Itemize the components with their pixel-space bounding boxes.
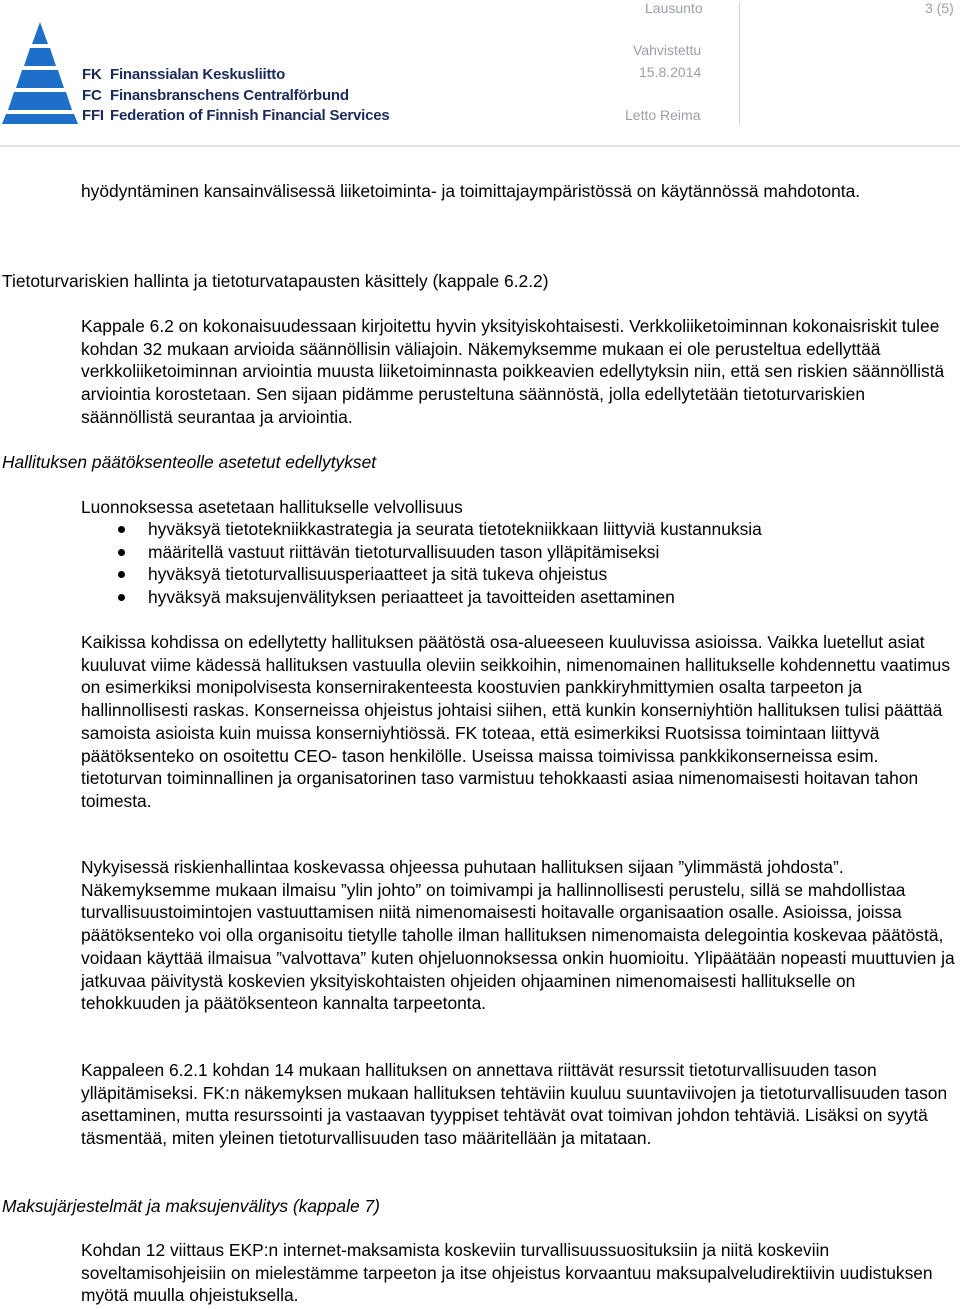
page-header [0, 0, 960, 147]
list-item: määritellä vastuut riittävän tietoturvallisuuden tason ylläpitämiseksi [81, 541, 951, 564]
responsibility-list [81, 518, 951, 609]
logo-name: Federation of Finnish Financial Services [110, 107, 390, 124]
header-rule [0, 145, 960, 147]
paragraph: Luonnoksessa asetetaan hallitukselle velvollisuus [81, 497, 463, 517]
logo-abbr: FFI [82, 107, 104, 124]
header-divider [739, 2, 740, 124]
paragraph: Kappale 6.2 on kokonaisuudessaan kirjoitettu hyvin yksityiskohtaisesti. Verkkoliiketoiminnan kokonaisriskit tulee kohdan 32 mukaan arvioida säännöllisin väliajoin. Näkemyksemme mukaan ei ole perusteltua edellyttää verkkoliiketoiminnan arviointia muusta liiketoiminnasta poikkeavien edellytyksin niin, että sen riskien säännöllistä arviointia korostetaan. Sen sijaan pidämme perusteltuna säännöstä, jolla edellytetään tietoturvariskien säännöllistä seurantaa ja arviointia. [81, 316, 945, 427]
section-heading: Maksujärjestelmät ja maksujenvälitys (kappale 7) [2, 1196, 380, 1216]
logo-name: Finanssialan Keskusliitto [110, 66, 286, 83]
section-heading: Tietoturvariskien hallinta ja tietoturvatapausten käsittely (kappale 6.2.2) [2, 271, 549, 291]
paragraph: hyödyntäminen kansainvälisessä liiketoiminta- ja toimittajaympäristössä on käytännössä mahdotonta. [81, 181, 861, 201]
organization-logo [0, 18, 390, 130]
document-author: Letto Reima [625, 107, 701, 123]
logo-triangle-icon [0, 18, 80, 128]
logo-abbr: FK [82, 66, 102, 83]
section-heading: Hallituksen päätöksenteolle asetetut edellytykset [2, 452, 377, 472]
logo-abbr: FC [82, 87, 102, 104]
list-item: hyväksyä maksujenvälityksen periaatteet ja tavoitteiden asettaminen [81, 586, 951, 609]
list-item: hyväksyä tietoturvallisuusperiaatteet ja sitä tukeva ohjeistus [81, 563, 951, 586]
paragraph: Nykyisessä riskienhallintaa koskevassa ohjeessa puhutaan hallituksen sijaan ”ylimmästä johdosta”. Näkemyksemme mukaan ilmaisu ”ylin johto” on toimivampi ja hallinnollisesti perustelu, sillä se mahdollistaa turvallisuustoimintojen vastuuttamisen niitä nimenomaisesti hoitavalle organisaation osalle. Asioissa, joissa päätöksenteko voi olla organisoitu tietylle taholle ilman hallituksen nimenomaista delegointia koskevaa päätöstä, voidaan käyttää ilmaisua ”valvottava” kuten ohjeluonnoksessa onkin huomioitu. Ylipäätään nopeasti muuttuvien ja jatkuvaa päivitystä koskevien yksityiskohtaisten ohjeiden ohjaaminen nimenomaisesti hallitukselle on tehokkuuden ja päätöksenteon kannalta tarpeetonta. [81, 857, 955, 1014]
paragraph: Kappaleen 6.2.1 kohdan 14 mukaan hallituksen on annettava riittävät resurssit tietoturvallisuuden tason ylläpitämiseksi. FK:n näkemyksen mukaan hallituksen tehtäviin kuuluu suuntaviivojen ja tietoturvallisuuden tason asettaminen, mutta resurssointi ja vastaavan tyyppiset tehtävät ovat toimivan johdon tehtäviä. Lisäksi on syytä täsmentää, miten yleinen tietoturvallisuuden taso määritellään ja mitataan. [81, 1060, 948, 1149]
document-status: Vahvistettu [633, 42, 702, 58]
logo-name: Finansbranschens Centralförbund [110, 87, 349, 104]
document-type: Lausunto [645, 0, 703, 16]
list-item: hyväksyä tietotekniikkastrategia ja seurata tietotekniikkaan liittyviä kustannuksia [81, 518, 951, 541]
document-date: 15.8.2014 [639, 64, 702, 80]
page-number: 3 (5) [925, 0, 954, 16]
logo-line-fc [82, 87, 349, 104]
logo-line-fk [82, 66, 285, 83]
paragraph: Kaikissa kohdissa on edellytetty hallituksen päätöstä osa-alueeseen kuuluvissa asioissa. Vaikka luetellut asiat kuuluvat viime kädessä hallituksen vastuulla oleviin seikkoihin, nimenomainen hallitukselle kohdennettu vaatimus on esimerkiksi monipolvisesta konsernirakenteesta koostuvien pankkiryhmittymien osalta tarpeeton ja hallinnollisesti raskas. Konserneissa ohjeistus johtaisi siihen, että kunkin konserniyhtiön hallituksen tulisi päättää samoista asioista kuin muissa konserniyhtiössä. FK toteaa, että esimerkiksi Ruotsissa toimintaan liittyvä päätöksenteko on osoitettu CEO- tason henkilölle. Useissa maissa toimivissa pankkikonserneissa esim. tietoturvan toiminnallinen ja organisatorinen taso varmistuu tehokkaasti asiaa nimenomaisesti hoitavan tahon toimesta. [81, 632, 951, 811]
paragraph: Kohdan 12 viittaus EKP:n internet-maksamista koskeviin turvallisuussuosituksiin ja niitä koskeviin soveltamisohjeisiin on mielestämme tarpeeton ja itse ohjeistus korvaantuu maksupalveludirektiivin uudistuksen myötä muulla ohjeistuksella. [81, 1240, 933, 1306]
logo-line-ffi [82, 107, 390, 124]
